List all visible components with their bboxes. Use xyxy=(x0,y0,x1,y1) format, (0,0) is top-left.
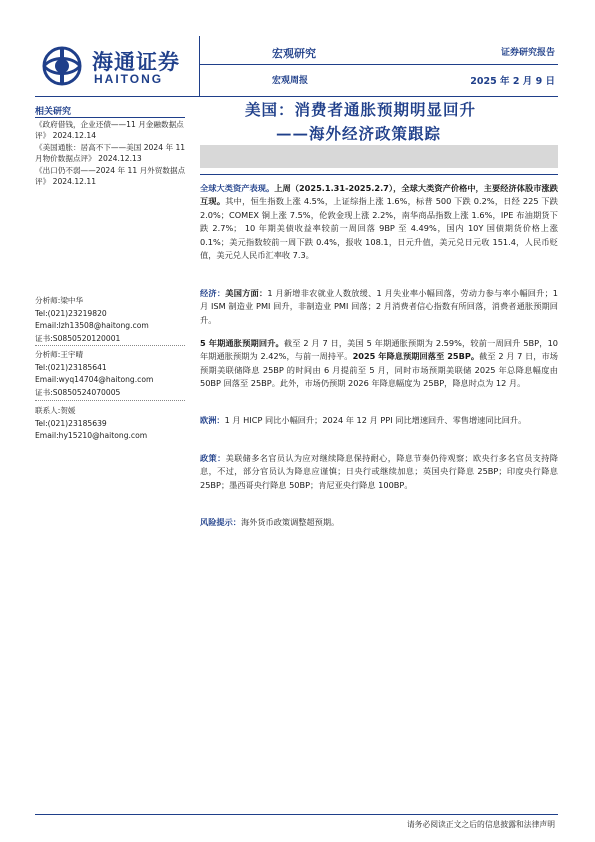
footer-rule xyxy=(35,814,558,815)
analyst-cert: 证书:S0850524070005 xyxy=(35,387,121,397)
analyst-cert: 证书:S0850520120001 xyxy=(35,333,121,343)
related-item[interactable] xyxy=(35,142,190,164)
report-subtitle: ——海外经济政策跟踪 xyxy=(276,124,442,143)
report-type: 证券研究报告 xyxy=(500,48,555,58)
report-title: 美国：消费者通胀预期明显回升 xyxy=(245,100,477,119)
paragraph-text: 1 月新增非农就业人数放缓、1 月失业率小幅回落，劳动力参与率小幅回升；1 月 ISM 制造业 PMI 回升，非制造业 PMI 回落；2 月消费者信心指数有所回落，消费者通胀预期回升。 xyxy=(200,288,558,325)
paragraph-heading: 欧洲： xyxy=(200,415,225,425)
paragraph-text: 截至 2 月 7 日，美国 5 年期通胀预期为 2.59%，较前一周回升 5BP，10 年期通胀预期为 2.42%，与前一周持平。 xyxy=(200,338,558,362)
related-item[interactable] xyxy=(35,119,190,141)
analyst-email[interactable]: Email:lzh13508@haitong.com xyxy=(35,321,149,330)
paragraph-heading: 风险提示： xyxy=(200,517,241,527)
paragraph-heading: 政策： xyxy=(200,453,226,463)
analyst-name: 分析师:王宇晴 xyxy=(35,350,84,359)
logo-text-cn: 海通证券 xyxy=(92,49,180,74)
paragraph-heading: 经济： xyxy=(200,288,226,298)
paragraph-inflation-expectations xyxy=(200,337,558,391)
report-date: 2025 年 2 月 9 日 xyxy=(470,76,555,87)
report-subcategory: 宏观周报 xyxy=(272,76,309,86)
body-rule xyxy=(200,174,558,175)
contact-block xyxy=(35,405,190,443)
paragraph-economy xyxy=(200,287,558,327)
related-item-text: 《出口仍不弱——2024 年 11 月外贸数据点评》 xyxy=(35,166,186,186)
related-item-date: 2024.12.11 xyxy=(52,177,97,186)
paragraph-heading: 全球大类资产表现。 xyxy=(200,183,275,193)
paragraph-highlight: 上周（2025.1.31-2025.2.7），全球大类资产价格中，主要经济体股市涨跌互现。 xyxy=(200,183,558,207)
footer-disclaimer: 请务必阅读正文之后的信息披露和法律声明 xyxy=(406,820,555,829)
paragraph-risk xyxy=(200,516,558,529)
contact-email[interactable]: Email:hy15210@haitong.com xyxy=(35,431,148,440)
report-category: 宏观研究 xyxy=(272,47,316,60)
paragraph-text: 1 月 HICP 同比小幅回升；2024 年 12 月 PPI 同比增速回升、零售增速同比回升。 xyxy=(224,415,527,425)
header-rule xyxy=(200,64,558,65)
analyst-email[interactable]: Email:wyq14704@haitong.com xyxy=(35,375,154,384)
analyst-name: 分析师:梁中华 xyxy=(35,296,84,305)
related-research-title: 相关研究 xyxy=(35,107,72,117)
analyst-separator xyxy=(35,345,185,346)
logo-mark-icon xyxy=(40,46,84,86)
related-item-date: 2024.12.14 xyxy=(52,131,97,140)
header-divider xyxy=(199,36,200,96)
analyst-block xyxy=(35,295,190,345)
analyst-separator xyxy=(35,400,185,401)
paragraph-text: 其中，恒生指数上涨 4.5%，上证综指上涨 1.6%，标普 500 下跌 0.2%，日经 225 下跌 2.0%；COMEX 铜上涨 7.5%，伦敦金现上涨 2.2%，南华商品指数上涨 1.6%，IPE 布油期货下跌 2.7%； 10 年期美债收益率较前一周回落 9BP 至 4.49%，国内 10Y 国债期货价格上涨 0.1%；美元指数较前一周下跌 0.4%，报收 108.1，日元升值，美元兑日元收 151.4，人民币贬值，美元兑人民币汇率收 7.3。 xyxy=(200,196,558,261)
contact-tel: Tel:(021)23185639 xyxy=(35,418,107,428)
paragraph-text: 美联储多名官员认为应对继续降息保持耐心，降息节奏仍待观察；欧央行多名官员支持降息，不过，部分官员认为降息应谨慎；日央行或继续加息；英国央行降息 25BP；印度央行降息 25BP；墨西哥央行降息 50BP；肯尼亚央行降息 100BP。 xyxy=(200,453,558,490)
title-band xyxy=(200,145,558,168)
related-item-text: 《政府借钱，企业还债——11 月金融数据点评》 xyxy=(35,120,184,140)
logo-text-en: HAITONG xyxy=(94,72,164,86)
related-item-date: 2024.12.13 xyxy=(98,154,142,163)
analyst-tel: Tel:(021)23219820 xyxy=(35,308,107,318)
paragraph-highlight: 5 年期通胀预期回升。 xyxy=(200,338,284,348)
related-item-text: 《美国通胀：居高不下——美国 2024 年 11 月物价数据点评》 xyxy=(35,143,186,163)
paragraph-europe xyxy=(200,414,558,427)
sidebar-rule xyxy=(35,117,185,118)
header-bottom-rule xyxy=(35,96,558,97)
analyst-block xyxy=(35,349,190,399)
contact-name: 联系人:贺媛 xyxy=(35,406,76,415)
analyst-tel: Tel:(021)23185641 xyxy=(35,362,107,372)
paragraph-highlight: 2025 年降息预期回落至 25BP。 xyxy=(352,351,480,362)
paragraph-asset-performance xyxy=(200,182,558,262)
paragraph-highlight: 美国方面： xyxy=(225,288,268,298)
paragraph-text: 截至 2 月 7 日，市场预期美联储降息 25BP 的时间由 6 月提前至 5 月，同时市场预期美联储 2025 年总降息幅度由 50BP 回落至 25BP。此外，市场仍预期 2026 年降息幅度为 25BP，降息时点为 12 月。 xyxy=(200,351,558,389)
paragraph-policy xyxy=(200,452,558,492)
paragraph-text: 海外货币政策调整超预期。 xyxy=(240,517,340,527)
related-item[interactable] xyxy=(35,165,190,187)
